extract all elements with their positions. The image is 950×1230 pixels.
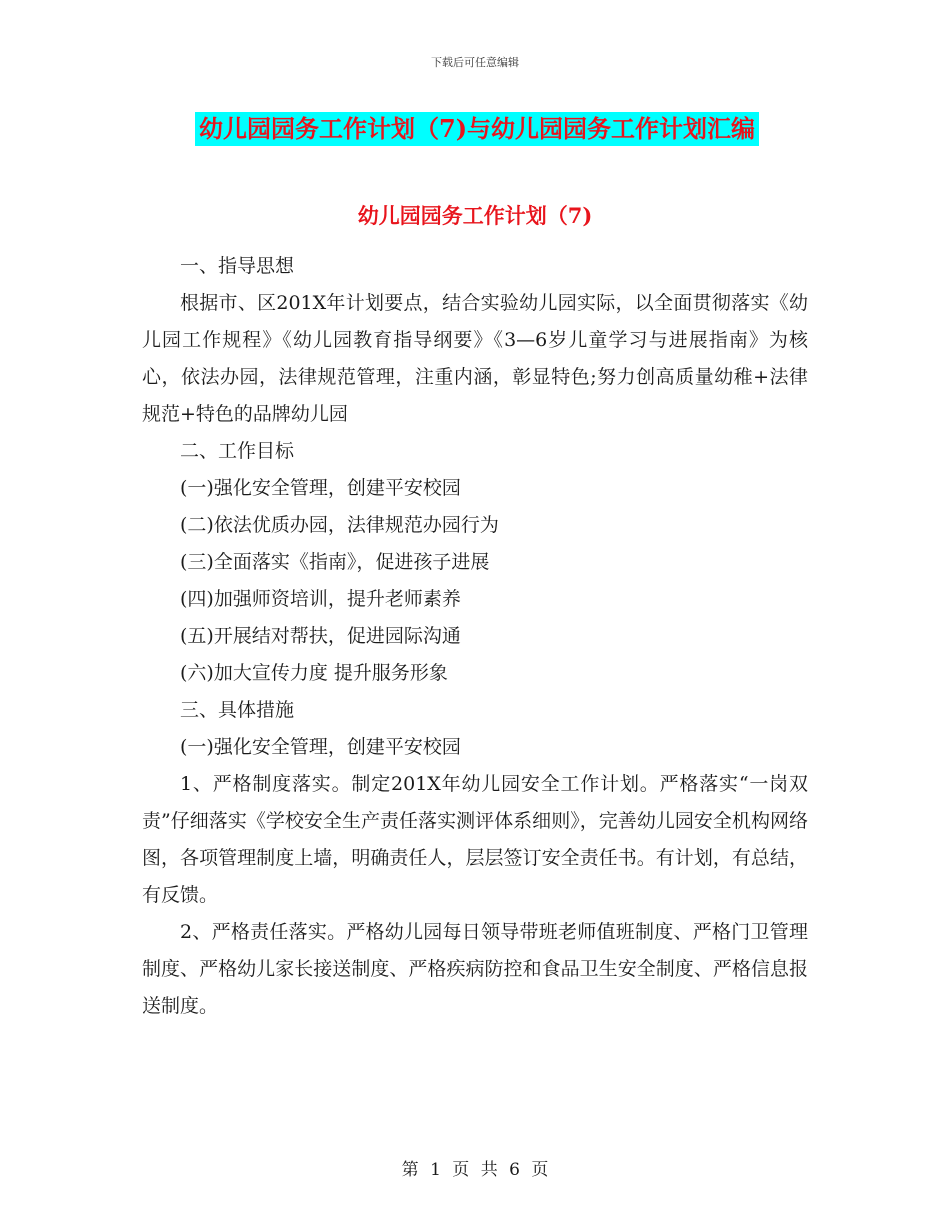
- paragraph-measure-1: 1、严格制度落实。制定201X年幼儿园安全工作计划。严格落实“一岗双责”仔细落实《学校安全生产责任落实测评体系细则》，完善幼儿园安全机构网络图，各项管理制度上墙，明确责任人，层层签订安全责任书。有计划，有总结，有反馈。: [142, 773, 808, 906]
- goal-item: (二)依法优质办园，法律规范办园行为: [180, 514, 499, 536]
- goal-item: (四)加强师资培训，提升老师素养: [180, 588, 461, 610]
- document-body: [142, 248, 808, 1025]
- goal-item: (六)加大宣传力度 提升服务形象: [180, 662, 448, 684]
- document-title: 幼儿园园务工作计划（7)与幼儿园园务工作计划汇编: [195, 112, 759, 146]
- goal-item: (五)开展结对帮扶，促进园际沟通: [180, 625, 461, 647]
- goal-item: (一)强化安全管理，创建平安校园: [180, 477, 461, 499]
- goal-item: (三)全面落实《指南》，促进孩子进展: [180, 551, 490, 573]
- paragraph-measure-2: 2、严格责任落实。严格幼儿园每日领导带班老师值班制度、严格门卫管理制度、严格幼儿家长接送制度、严格疾病防控和食品卫生安全制度、严格信息报送制度。: [142, 921, 808, 1017]
- page-number-footer: 第 1 页 共 6 页: [401, 1160, 549, 1180]
- heading-specific-measures: 三、具体措施: [180, 699, 295, 721]
- subheading-safety-management: (一)强化安全管理，创建平安校园: [180, 736, 461, 758]
- page-header-note: 下载后可任意编辑: [431, 56, 519, 69]
- heading-guiding-ideology: 一、指导思想: [180, 255, 295, 277]
- paragraph-guiding-ideology: 根据市、区201X年计划要点，结合实验幼儿园实际，以全面贯彻落实《幼儿园工作规程》《幼儿园教育指导纲要》《3—6岁儿童学习与进展指南》为核心，依法办园，法律规范管理，注重内涵，彰显特色;努力创高质量幼稚+法律规范+特色的品牌幼儿园: [142, 292, 808, 425]
- section-title: 幼儿园园务工作计划（7): [357, 203, 593, 228]
- heading-work-goals: 二、工作目标: [180, 440, 295, 462]
